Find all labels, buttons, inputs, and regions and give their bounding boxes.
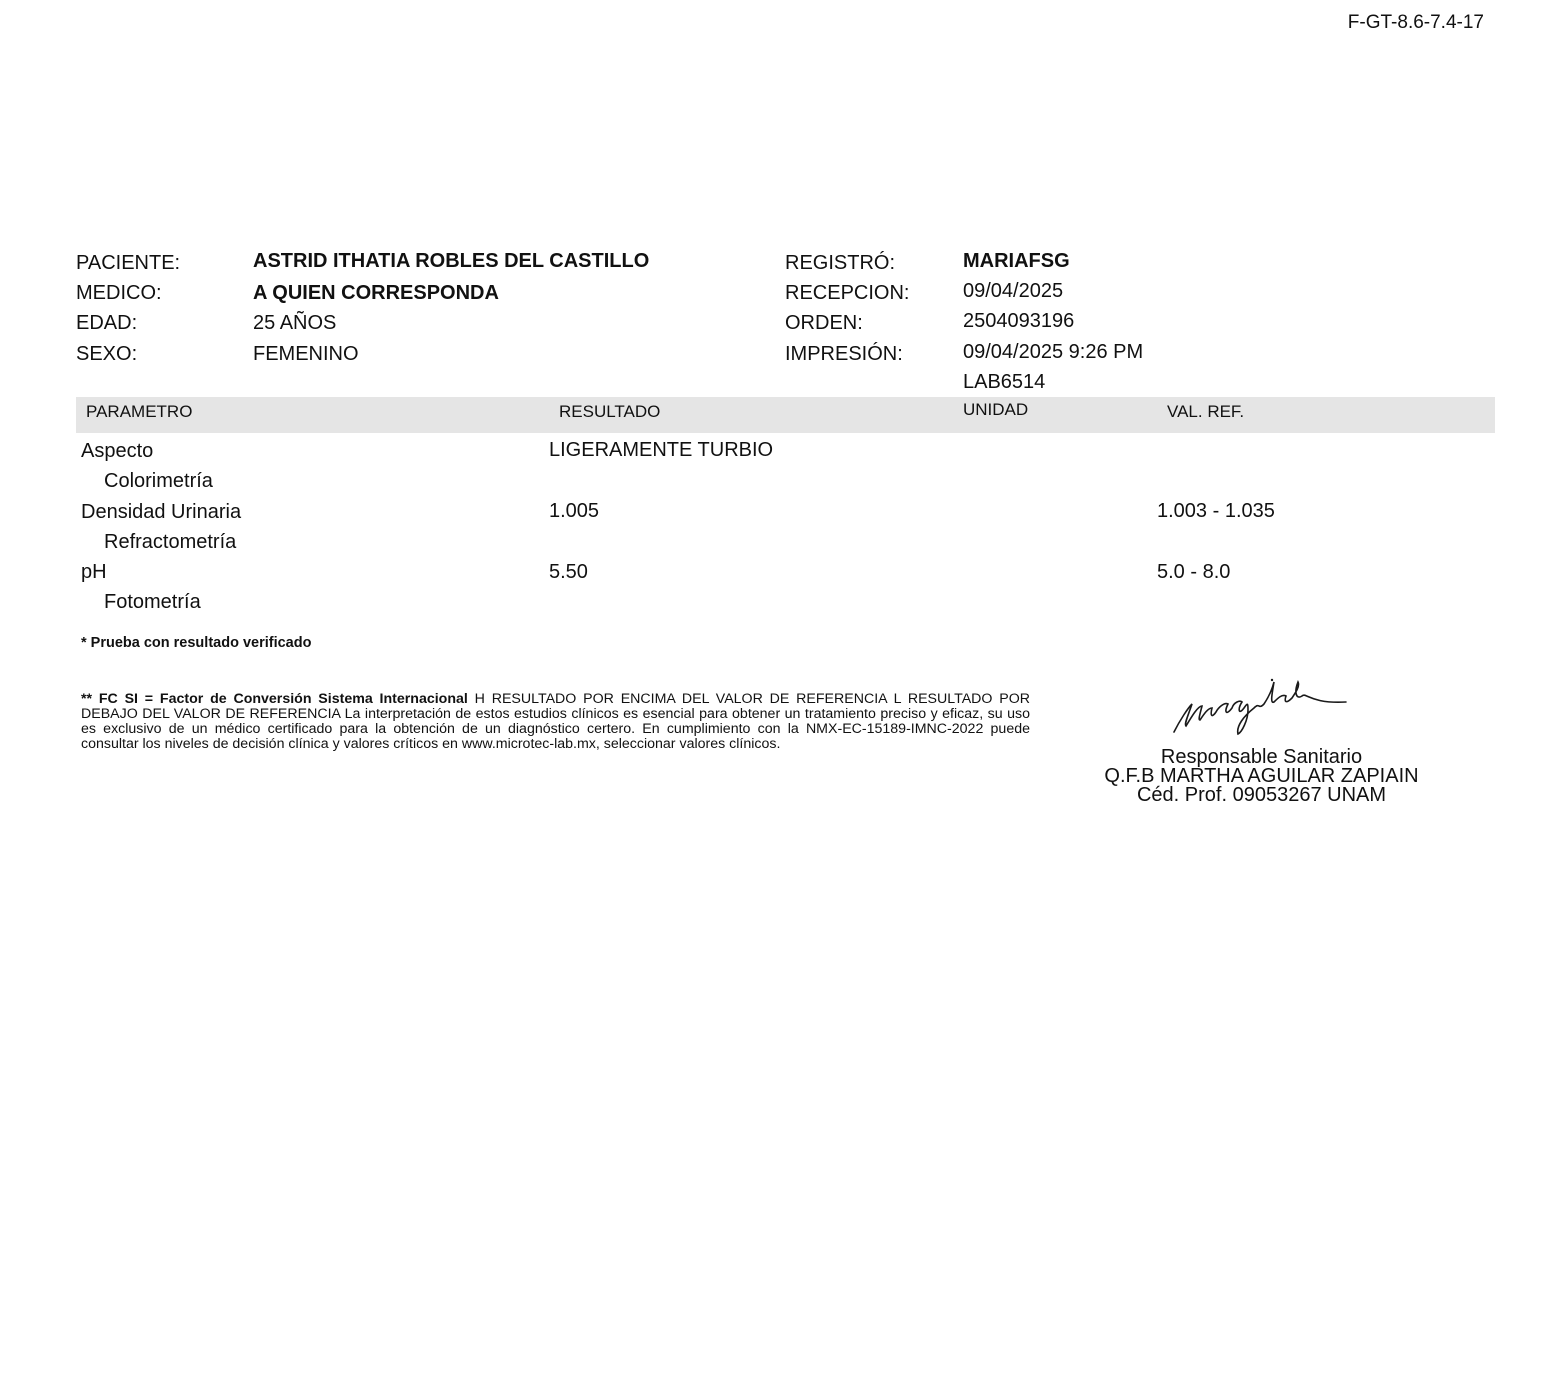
lab-code: LAB6514: [963, 371, 1046, 393]
row-parametro: pH: [81, 561, 107, 583]
medico-value: A QUIEN CORRESPONDA: [253, 282, 499, 304]
edad-value: 25 AÑOS: [253, 312, 337, 334]
row-resultado: 5.50: [549, 561, 588, 583]
signature-block: [1078, 748, 1445, 805]
row-method: Fotometría: [104, 591, 201, 613]
legend-bold: ** FC SI = Factor de Conversión Sistema Internacional: [81, 691, 468, 707]
row-method: Colorimetría: [104, 470, 213, 492]
verified-note: * Prueba con resultado verificado: [81, 635, 312, 651]
row-parametro: Aspecto: [81, 440, 154, 462]
registro-label: REGISTRÓ:: [785, 252, 896, 274]
edad-label: EDAD:: [76, 312, 138, 334]
paciente-label: PACIENTE:: [76, 252, 181, 274]
form-code: F-GT-8.6-7.4-17: [1347, 12, 1484, 33]
row-method: Refractometría: [104, 531, 237, 553]
registro-value: MARIAFSG: [963, 250, 1070, 272]
orden-label: ORDEN:: [785, 312, 863, 334]
row-resultado: LIGERAMENTE TURBIO: [549, 439, 774, 461]
header-resultado: RESULTADO: [559, 402, 661, 421]
signature-image: [1168, 672, 1348, 738]
results-table-header: [76, 397, 1495, 433]
paciente-value: ASTRID ITHATIA ROBLES DEL CASTILLO: [253, 250, 650, 272]
impresion-value: 09/04/2025 9:26 PM: [963, 341, 1144, 363]
row-resultado: 1.005: [549, 500, 600, 522]
signer-license: Céd. Prof. 09053267 UNAM: [1136, 784, 1387, 806]
sexo-value: FEMENINO: [253, 343, 359, 365]
row-valref: 1.003 - 1.035: [1157, 500, 1275, 522]
header-parametro: PARAMETRO: [86, 402, 193, 421]
header-valref: VAL. REF.: [1167, 402, 1245, 421]
row-parametro: Densidad Urinaria: [81, 501, 242, 523]
signer-name: Q.F.B MARTHA AGUILAR ZAPIAIN: [1104, 765, 1419, 787]
impresion-label: IMPRESIÓN:: [785, 343, 903, 365]
header-unidad: UNIDAD: [963, 400, 1029, 419]
sexo-label: SEXO:: [76, 343, 138, 365]
legend-body: H RESULTADO POR ENCIMA DEL VALOR DE REFERENCIA L RESULTADO POR DEBAJO DEL VALOR DE REFERENCIA La interpretación de estos estudios clínicos es esencial para obtener un tratamiento preciso y eficaz, su uso es exclusivo de un médico certificado para la obtención de un diagnóstico certero. En cumplimiento con la NMX-EC-15189-IMNC-2022 puede consultar los niveles de decisión clínica y valores críticos en www.microtec-lab.mx, seleccionar valores clínicos.: [81, 691, 1030, 752]
legend-text: [81, 692, 1030, 752]
orden-value: 2504093196: [963, 310, 1075, 332]
recepcion-value: 09/04/2025: [963, 280, 1064, 302]
row-valref: 5.0 - 8.0: [1157, 561, 1231, 583]
signer-role: Responsable Sanitario: [1160, 746, 1363, 768]
recepcion-label: RECEPCION:: [785, 282, 910, 304]
medico-label: MEDICO:: [76, 282, 162, 304]
